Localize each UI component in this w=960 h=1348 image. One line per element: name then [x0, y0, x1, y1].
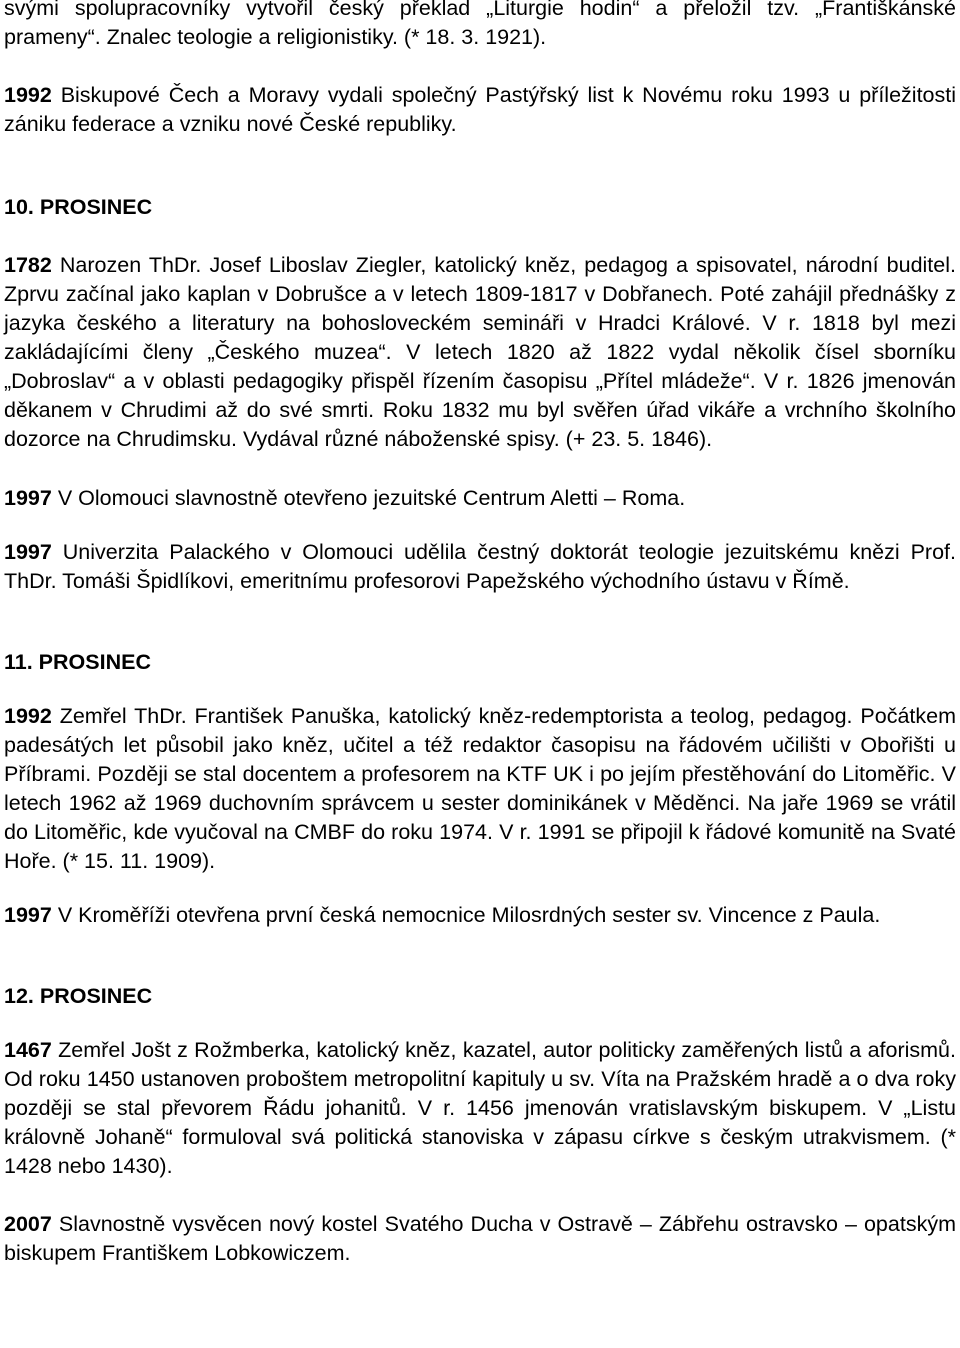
entry-paragraph [4, 1036, 956, 1181]
entry-text: Slavnostně vysvěcen nový kostel Svatého Ducha v Ostravě – Zábřehu ostravsko – opatským biskupem Františkem Lobkowiczem. [4, 1212, 956, 1265]
intro-paragraph: svými spolupracovníky vytvořil český překlad „Liturgie hodin“ a přeložil tzv. „Františkánské prameny“. Znalec teologie a religionistiky. (* 18. 3. 1921). [4, 0, 956, 49]
entry-year: 1467 [4, 1038, 52, 1062]
entry-text: Zemřel Jošt z Rožmberka, katolický kněz, kazatel, autor politicky zaměřených listů a aforismů. Od roku 1450 ustanoven proboštem metropolitní kapituly u sv. Víta na Pražském hradě a o dva roky později se stal převorem Řádu johanitů. V r. 1456 jmenován vratislavským biskupem. V „Listu královně Johaně“ formuloval svá politická stanoviska v zápasu církve s českým utrakvismem. (* 1428 nebo 1430). [4, 1038, 956, 1178]
entry-year: 1782 [4, 253, 52, 277]
section-heading: 10. PROSINEC [4, 195, 153, 219]
entry-text: V Olomouci slavnostně otevřeno jezuitské Centrum Aletti – Roma. [51, 486, 686, 510]
entry-paragraph [4, 901, 956, 930]
document-body [4, 0, 956, 1268]
entry-text: Univerzita Palackého v Olomouci udělila čestný doktorát teologie jezuitskému knězi Prof. ThDr. Tomáši Špidlíkovi, emeritnímu profesorovi Papežského východního ústavu v Římě. [4, 540, 956, 593]
entry-paragraph [4, 484, 956, 513]
entry-paragraph [4, 81, 956, 139]
entry-year: 1992 [4, 704, 52, 728]
entry-paragraph [4, 251, 956, 454]
entry-text: V Kroměříži otevřena první česká nemocnice Milosrdných sester sv. Vincence z Paula. [51, 903, 881, 927]
entry-year: 2007 [4, 1212, 52, 1236]
entry-paragraph [4, 702, 956, 876]
entry-paragraph [4, 538, 956, 596]
entry-year: 1997 [4, 486, 52, 510]
entry-text: Zemřel ThDr. František Panuška, katolický kněz-redemptorista a teolog, pedagog. Počátkem padesátých let působil jako kněz, učitel a též redaktor časopisu na řádovém učilišti v Obořišti u Příbrami. Později se stal docentem a profesorem na KTF UK i po jejím přestěhování do Litoměřic. V letech 1962 až 1969 duchovním správcem u sester dominikánek v Měděnci. Na jaře 1969 se vrátil do Litoměřic, kde vyučoval na CMBF do roku 1974. V r. 1991 se připojil k řádové komunitě na Svaté Hoře. (* 15. 11. 1909). [4, 704, 956, 873]
entry-text: Biskupové Čech a Moravy vydali společný Pastýřský list k Novému roku 1993 u příležitosti zániku federace a vzniku nové České republiky. [4, 83, 956, 136]
entry-text: Narozen ThDr. Josef Liboslav Ziegler, katolický kněz, pedagog a spisovatel, národní buditel. Zprvu začínal jako kaplan v Dobrušce a v letech 1809-1817 v Dobřanech. Poté zahájil přednášky z jazyka českého a literatury na bohosloveckém semináři v Hradci Králové. V r. 1818 byl mezi zakládajícími členy „Českého muzea“. V letech 1820 až 1822 vydal několik čísel sborníku „Dobroslav“ a v oblasti pedagogiky přispěl řízením časopisu „Přítel mládeže“. V r. 1826 jmenován děkanem v Chrudimi až do své smrti. Roku 1832 mu byl svěřen úřad vikáře a vrchního školního dozorce na Chrudimsku. Vydával různé náboženské spisy. (+ 23. 5. 1846). [4, 253, 956, 451]
entry-year: 1997 [4, 540, 52, 564]
entry-year: 1997 [4, 903, 52, 927]
section-heading: 11. PROSINEC [4, 650, 151, 674]
section-heading: 12. PROSINEC [4, 984, 153, 1008]
entry-paragraph [4, 1210, 956, 1268]
entry-year: 1992 [4, 83, 52, 107]
